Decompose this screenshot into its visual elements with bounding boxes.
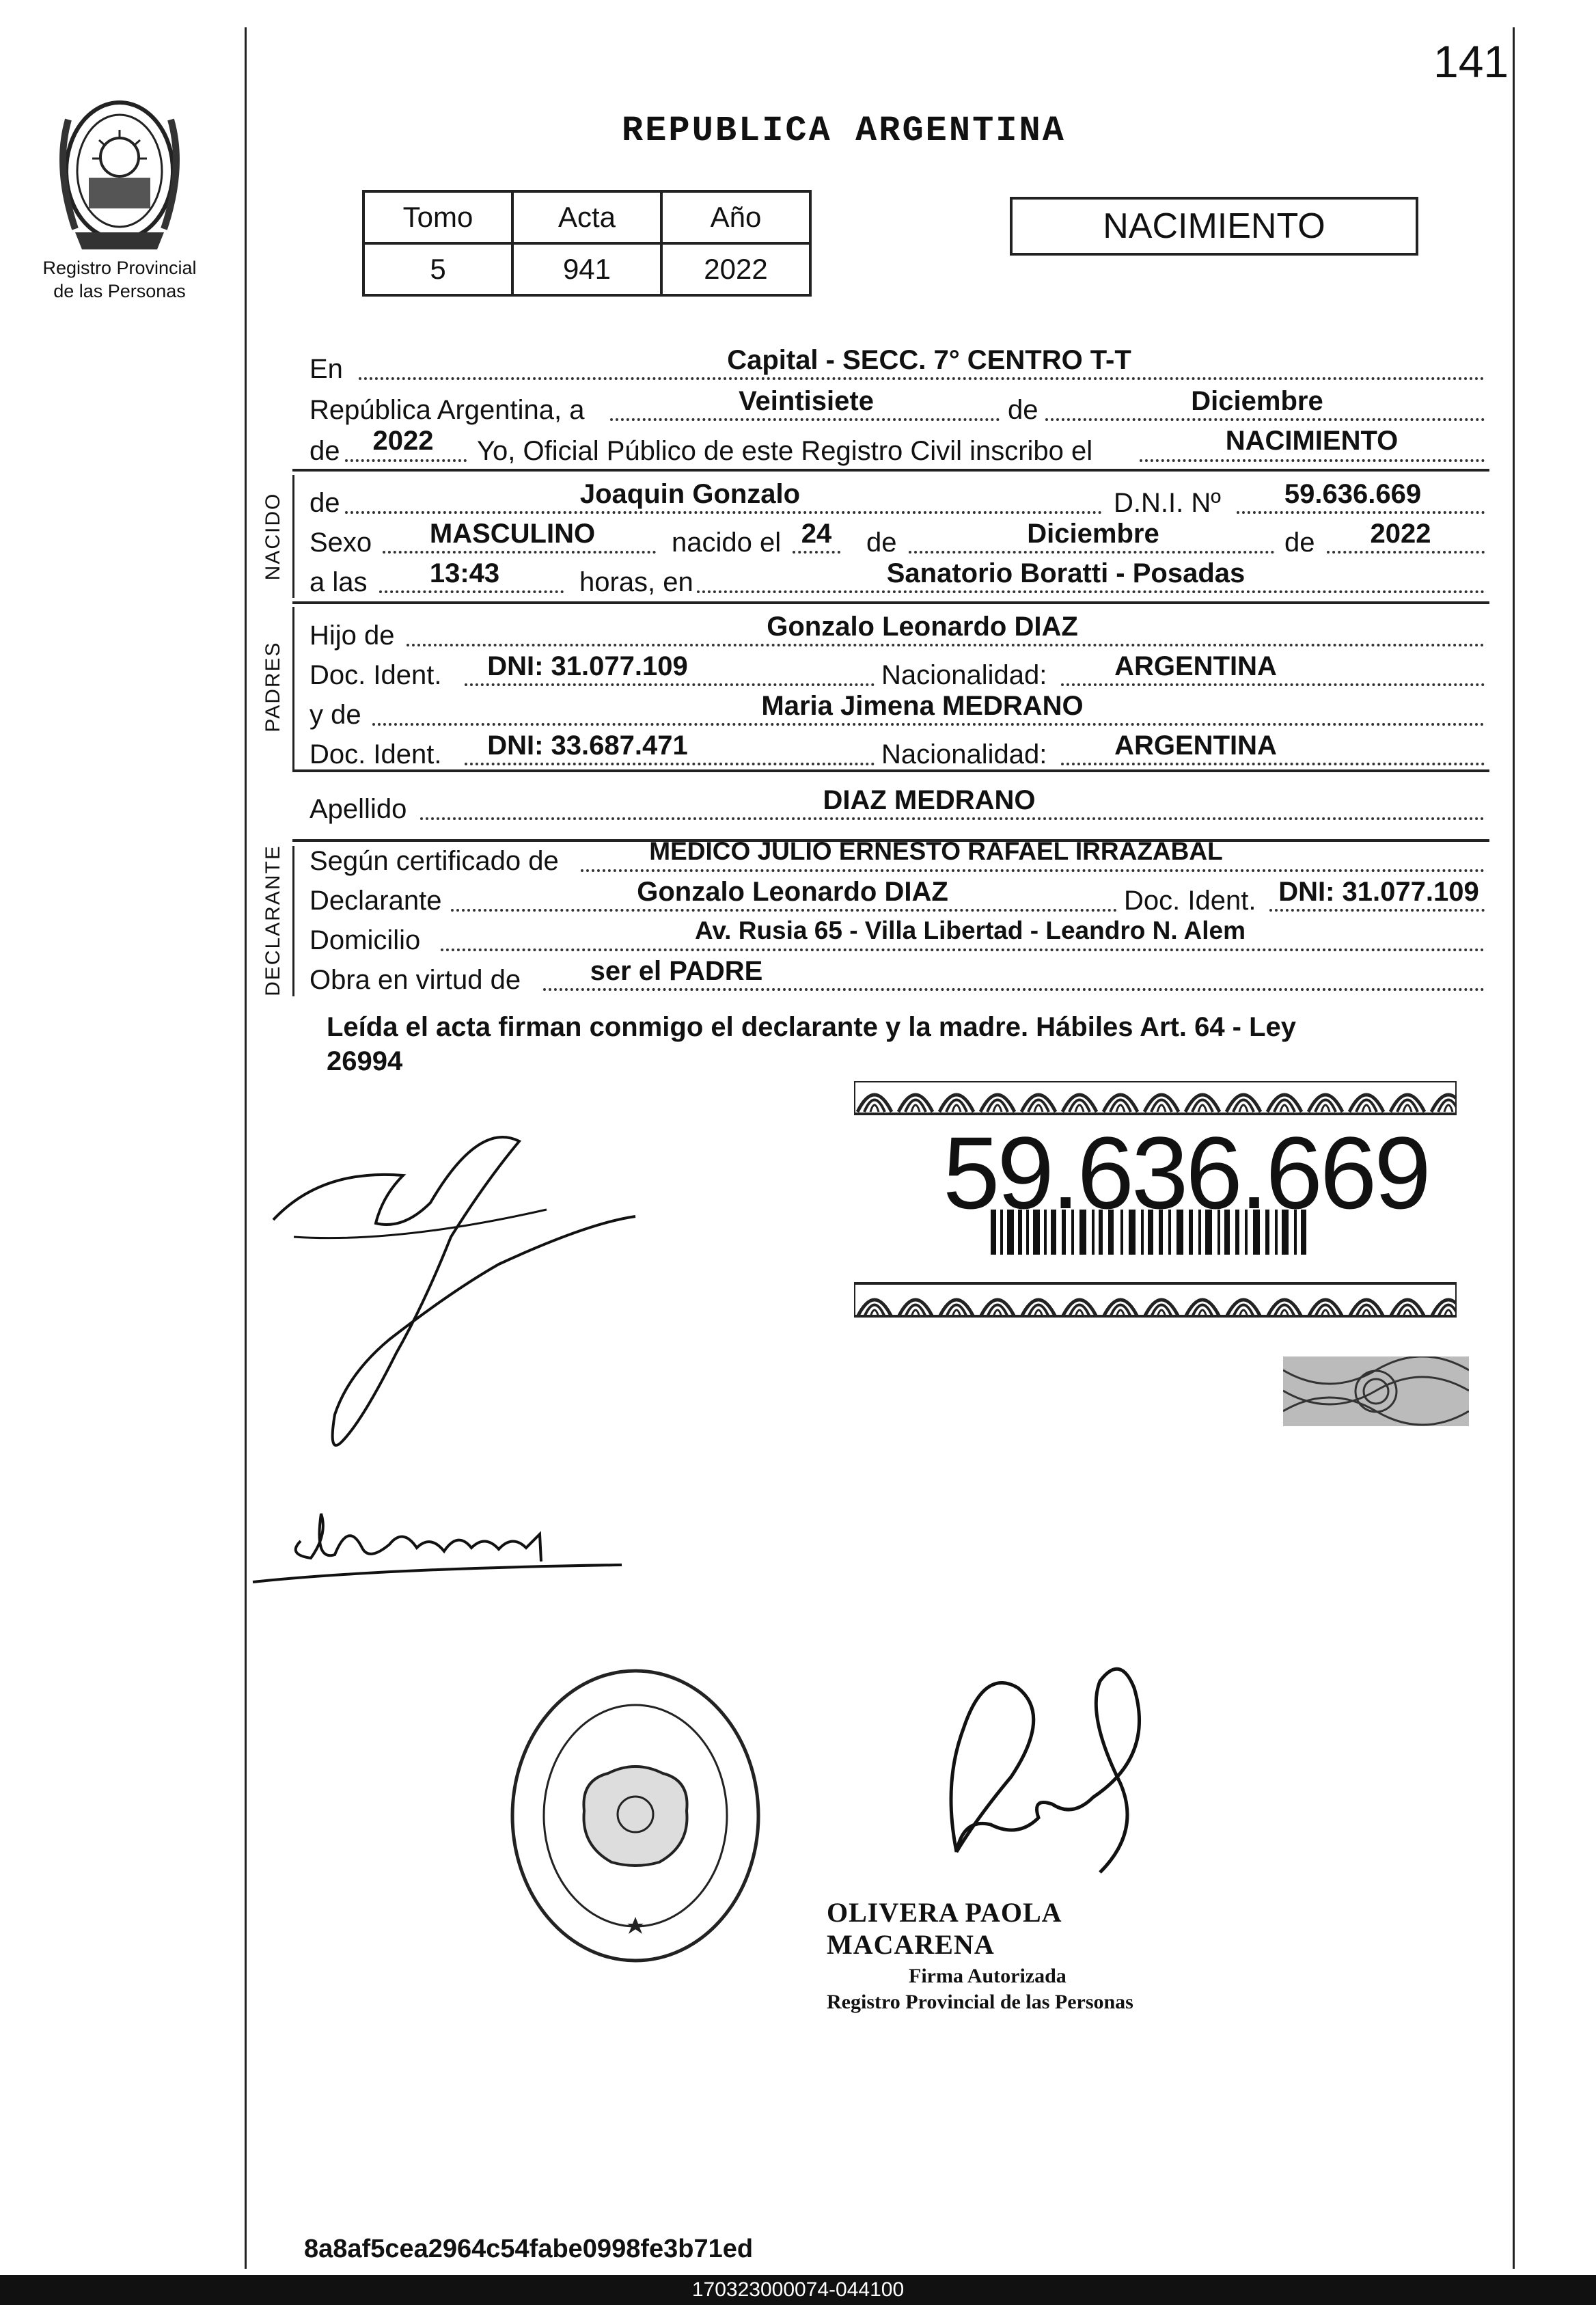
birth-month-value: Diciembre <box>1027 519 1159 549</box>
father-doc-label: Doc. Ident. <box>309 660 442 690</box>
dni-dots <box>1237 511 1485 514</box>
intro-year-value: 2022 <box>372 426 434 456</box>
registry-seal <box>506 1664 765 1968</box>
obra-label: Obra en virtud de <box>309 965 521 995</box>
mother-doc-label: Doc. Ident. <box>309 739 442 769</box>
anio-header: Año <box>661 191 810 243</box>
alas-label: a las <box>309 567 368 597</box>
official-role: Firma Autorizada <box>909 1965 1067 1987</box>
inscribo-value: NACIMIENTO <box>1225 426 1399 456</box>
padres-divider <box>292 769 1489 772</box>
declarante-doc-dots <box>1269 909 1485 912</box>
hijo-label: Hijo de <box>309 620 395 651</box>
inscribo-dots <box>1140 459 1485 462</box>
intro-divider <box>292 469 1489 472</box>
right-margin-line <box>1513 27 1515 2269</box>
acta-header: Acta <box>512 191 661 243</box>
month-dots <box>1045 418 1485 421</box>
nacido-section-label: NACIDO <box>262 492 284 581</box>
intro-de-label: de <box>1008 395 1038 425</box>
yde-label: y de <box>309 700 361 730</box>
domicilio-value: Av. Rusia 65 - Villa Libertad - Leandro N. Alem <box>695 916 1246 944</box>
birth-day-dots <box>793 551 840 554</box>
mother-nac-dots <box>1061 763 1485 765</box>
oficial-label: Yo, Oficial Público de este Registro Civil inscribo el <box>477 436 1093 466</box>
year-dots <box>345 459 467 462</box>
declarante-bracket <box>292 846 294 996</box>
intro-de2-label: de <box>309 436 340 466</box>
en-label: En <box>309 354 343 384</box>
closing-text <box>327 1010 1488 1078</box>
segun-dots <box>581 869 1485 872</box>
en-dots <box>359 377 1485 380</box>
logo-caption-line1: Registro Provincial <box>42 258 197 278</box>
declarante-doc-value: DNI: 31.077.109 <box>1278 877 1479 907</box>
time-dots <box>379 590 564 593</box>
nacido-de3-label: de <box>1284 528 1315 558</box>
closing-line1: Leída el acta firman conmigo el declarante y la madre. Hábiles Art. 64 - Ley <box>327 1012 1297 1042</box>
declarante-label: Declarante <box>309 886 442 916</box>
closing-line2: 26994 <box>327 1046 403 1076</box>
day-dots <box>610 418 1000 421</box>
apellido-label: Apellido <box>309 794 407 824</box>
declarante-dots <box>451 909 1117 912</box>
padres-section-label: PADRES <box>262 641 284 733</box>
republica-label: República Argentina, a <box>309 395 585 425</box>
tomo-value: 5 <box>363 243 512 295</box>
newborn-name: Joaquin Gonzalo <box>579 479 801 509</box>
father-doc-dots <box>465 683 875 686</box>
sexo-label: Sexo <box>309 528 372 558</box>
mother-name: Maria Jimena MEDRANO <box>761 691 1084 721</box>
mother-doc-dots <box>465 763 875 765</box>
domicilio-dots <box>441 949 1485 951</box>
official-name: OLIVERA PAOLA MACARENA <box>827 1897 1061 1960</box>
official-signature <box>916 1647 1202 1893</box>
declarante-section-label: DECLARANTE <box>262 845 284 996</box>
page-number: 141 <box>1433 36 1509 87</box>
record-type-box: NACIMIENTO <box>1010 197 1418 256</box>
acta-value: 941 <box>512 243 661 295</box>
mother-dots <box>372 723 1485 726</box>
official-office: Registro Provincial de las Personas <box>827 1991 1133 2013</box>
document-hash: 8a8af5cea2964c54fabe0998fe3b71ed <box>304 2235 754 2263</box>
obra-dots <box>543 988 1485 991</box>
apellido-dots <box>420 817 1485 820</box>
mother-nac-label: Nacionalidad: <box>881 739 1047 769</box>
province-emblem-logo <box>48 92 191 256</box>
intro-day-value: Veintisiete <box>739 386 874 416</box>
logo-caption-line2: de las Personas <box>53 281 186 301</box>
mother-doc-value: DNI: 33.687.471 <box>487 731 688 761</box>
birth-place-value: Sanatorio Boratti - Posadas <box>886 558 1246 588</box>
declarante-doc-label: Doc. Ident. <box>1124 886 1256 916</box>
anio-value: 2022 <box>661 243 810 295</box>
nacido-bracket <box>292 475 294 598</box>
newborn-dni: 59.636.669 <box>1284 479 1422 509</box>
nacido-el-label: nacido el <box>672 528 782 558</box>
declarante-value: Gonzalo Leonardo DIAZ <box>637 877 948 907</box>
father-nac-dots <box>1061 683 1485 686</box>
birth-year-dots <box>1327 551 1485 554</box>
document-title: REPUBLICA ARGENTINA <box>622 111 1066 151</box>
segun-label: Según certificado de <box>309 846 559 876</box>
left-margin-line <box>245 27 247 2269</box>
place-dots <box>697 590 1485 593</box>
domicilio-label: Domicilio <box>309 925 421 955</box>
tomo-acta-anio-table <box>362 190 812 297</box>
logo-caption <box>20 256 219 303</box>
father-nationality: ARGENTINA <box>1114 651 1277 681</box>
en-value: Capital - SECC. 7° CENTRO T-T <box>727 345 1131 375</box>
mother-signature <box>246 1493 629 1596</box>
security-sticker <box>854 1081 1457 1334</box>
sexo-value: MASCULINO <box>429 519 596 549</box>
sexo-dots <box>383 551 656 554</box>
nacido-divider <box>292 601 1489 604</box>
nacido-de2-label: de <box>866 528 897 558</box>
father-dots <box>407 644 1485 646</box>
apellido-value: DIAZ MEDRANO <box>823 785 1036 815</box>
sticker-number: 59.636.669 <box>943 1115 1429 1230</box>
nacido-de-label: de <box>309 488 340 518</box>
hologram-stamp <box>1283 1356 1469 1426</box>
obra-value: ser el PADRE <box>590 956 763 986</box>
birth-time-value: 13:43 <box>429 558 500 588</box>
mother-nationality: ARGENTINA <box>1114 731 1277 761</box>
birth-day-value: 24 <box>801 519 832 549</box>
father-nac-label: Nacionalidad: <box>881 660 1047 690</box>
intro-month-value: Diciembre <box>1191 386 1323 416</box>
dni-label: D.N.I. Nº <box>1114 488 1221 518</box>
father-doc-value: DNI: 31.077.109 <box>487 651 688 681</box>
birth-year-value: 2022 <box>1370 519 1431 549</box>
birth-month-dots <box>909 551 1274 554</box>
declarant-signature <box>260 1128 642 1483</box>
padres-bracket <box>292 607 294 771</box>
tomo-header: Tomo <box>363 191 512 243</box>
horas-label: horas, en <box>579 567 693 597</box>
official-stamp <box>827 1896 1168 2014</box>
father-name: Gonzalo Leonardo DIAZ <box>767 612 1078 642</box>
footer-code: 170323000074-044100 <box>0 2275 1596 2305</box>
segun-value: MEDICO JULIO ERNESTO RAFAEL IRRAZABAL <box>649 837 1223 865</box>
name-dots <box>345 511 1102 514</box>
